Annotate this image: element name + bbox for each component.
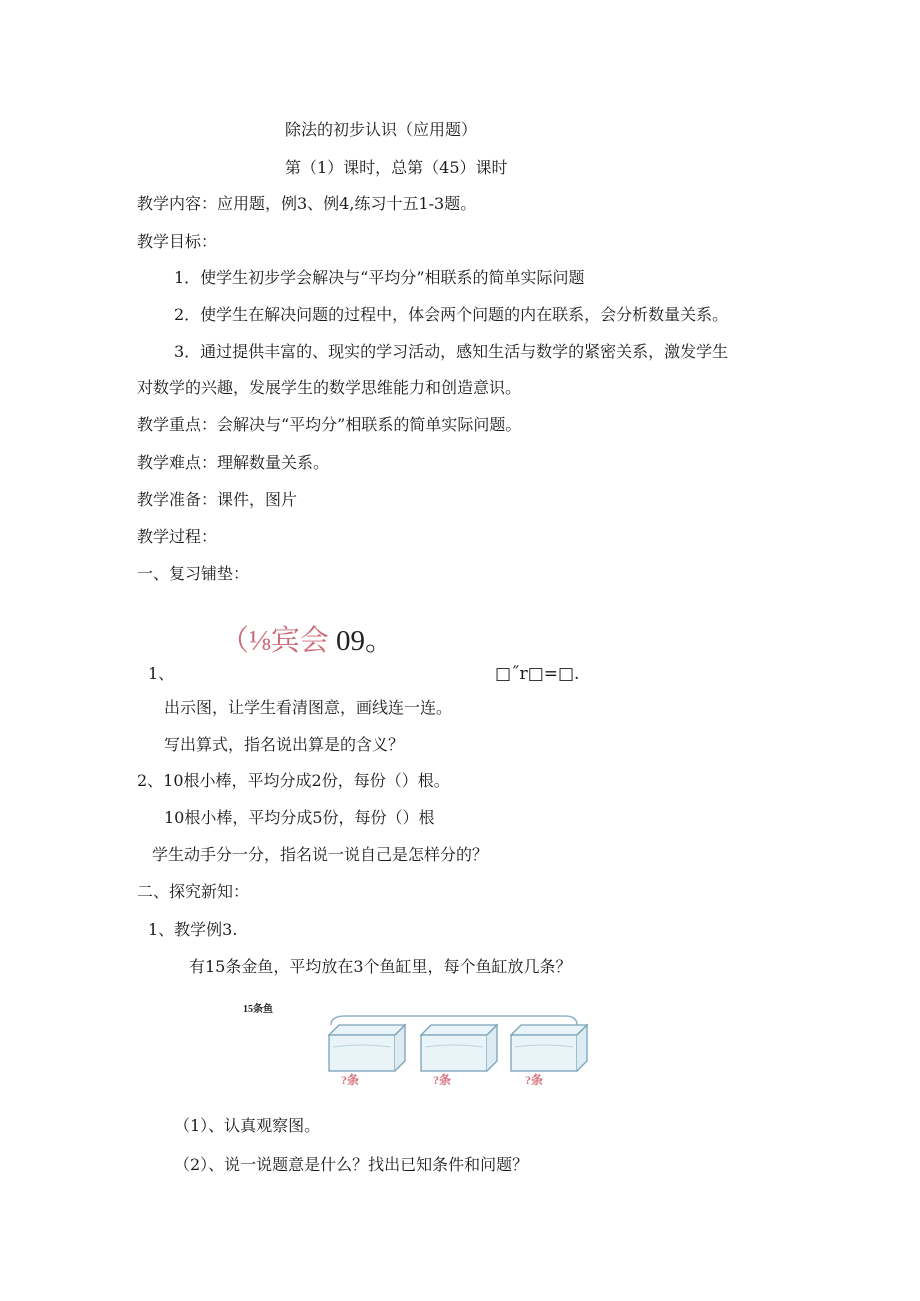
tank-label: ?条 xyxy=(341,1073,360,1087)
fish-tank xyxy=(329,1025,405,1071)
fish-tank xyxy=(511,1025,587,1071)
item-2-line-3: 学生动手分一分，指名说一说自己是怎样分的？ xyxy=(152,845,489,864)
goal-1: 1．使学生初步学会解决与“平均分”相联系的简单实际问题 xyxy=(174,268,585,287)
difficulty: 教学难点：理解数量关系。 xyxy=(137,453,330,472)
example-3-heading: 1、教学例3. xyxy=(148,920,238,939)
key-point: 教学重点：会解决与“平均分”相联系的简单实际问题。 xyxy=(137,415,522,434)
tank-label: ?条 xyxy=(433,1073,452,1087)
item-2-line-2: 10根小棒，平均分成5份，每份（）根 xyxy=(164,808,435,827)
goal-3-line-1: 3．通过提供丰富的、现实的学习活动，感知生活与数学的紧密关系，激发学生 xyxy=(174,342,729,361)
preparation: 教学准备：课件，图片 xyxy=(137,490,298,509)
item-1-question: 写出算式，指名说出算是的含义？ xyxy=(164,735,405,754)
item-1-instruction: 出示图，让学生看清图意，画线连一连。 xyxy=(164,698,453,717)
tank-label: ?条 xyxy=(525,1073,544,1087)
goals-heading: 教学目标： xyxy=(137,232,218,251)
teaching-content: 教学内容：应用题，例3、例4,练习十五1-3题。 xyxy=(137,194,477,213)
step-2: （2）、说一说题意是什么？找出已知条件和问题？ xyxy=(174,1155,529,1174)
goal-3-line-2: 对数学的兴趣，发展学生的数学思维能力和创造意识。 xyxy=(137,378,522,397)
figure-label: 15条鱼 xyxy=(243,1004,273,1015)
ocr-artifact-text xyxy=(220,625,394,657)
fish-tanks-figure xyxy=(325,1013,595,1095)
item-1-number: 1、 xyxy=(148,664,175,683)
brace xyxy=(331,1016,577,1025)
step-1: （1）、认真观察图。 xyxy=(174,1116,321,1135)
ocr-artifact-red: （⅛宾会 xyxy=(220,625,329,657)
lesson-period: 第（1）课时，总第（45）课时 xyxy=(285,158,508,177)
item-1-formula: □˝r□=□. xyxy=(495,664,580,684)
ocr-artifact-dark: 09。 xyxy=(328,625,395,657)
example-3-problem: 有15条金鱼，平均放在3个鱼缸里，每个鱼缸放几条？ xyxy=(189,957,572,976)
section-2-heading: 二、探究新知： xyxy=(137,882,250,901)
page-title: 除法的初步认识（应用题） xyxy=(285,120,478,139)
process-heading: 教学过程： xyxy=(137,527,218,546)
section-1-heading: 一、复习铺垫： xyxy=(137,564,250,583)
goal-2: 2．使学生在解决问题的过程中，体会两个问题的内在联系，会分析数量关系。 xyxy=(174,305,729,324)
item-2-line-1: 2、10根小棒，平均分成2份，每份（）根。 xyxy=(137,771,450,790)
fish-tank xyxy=(421,1025,497,1071)
